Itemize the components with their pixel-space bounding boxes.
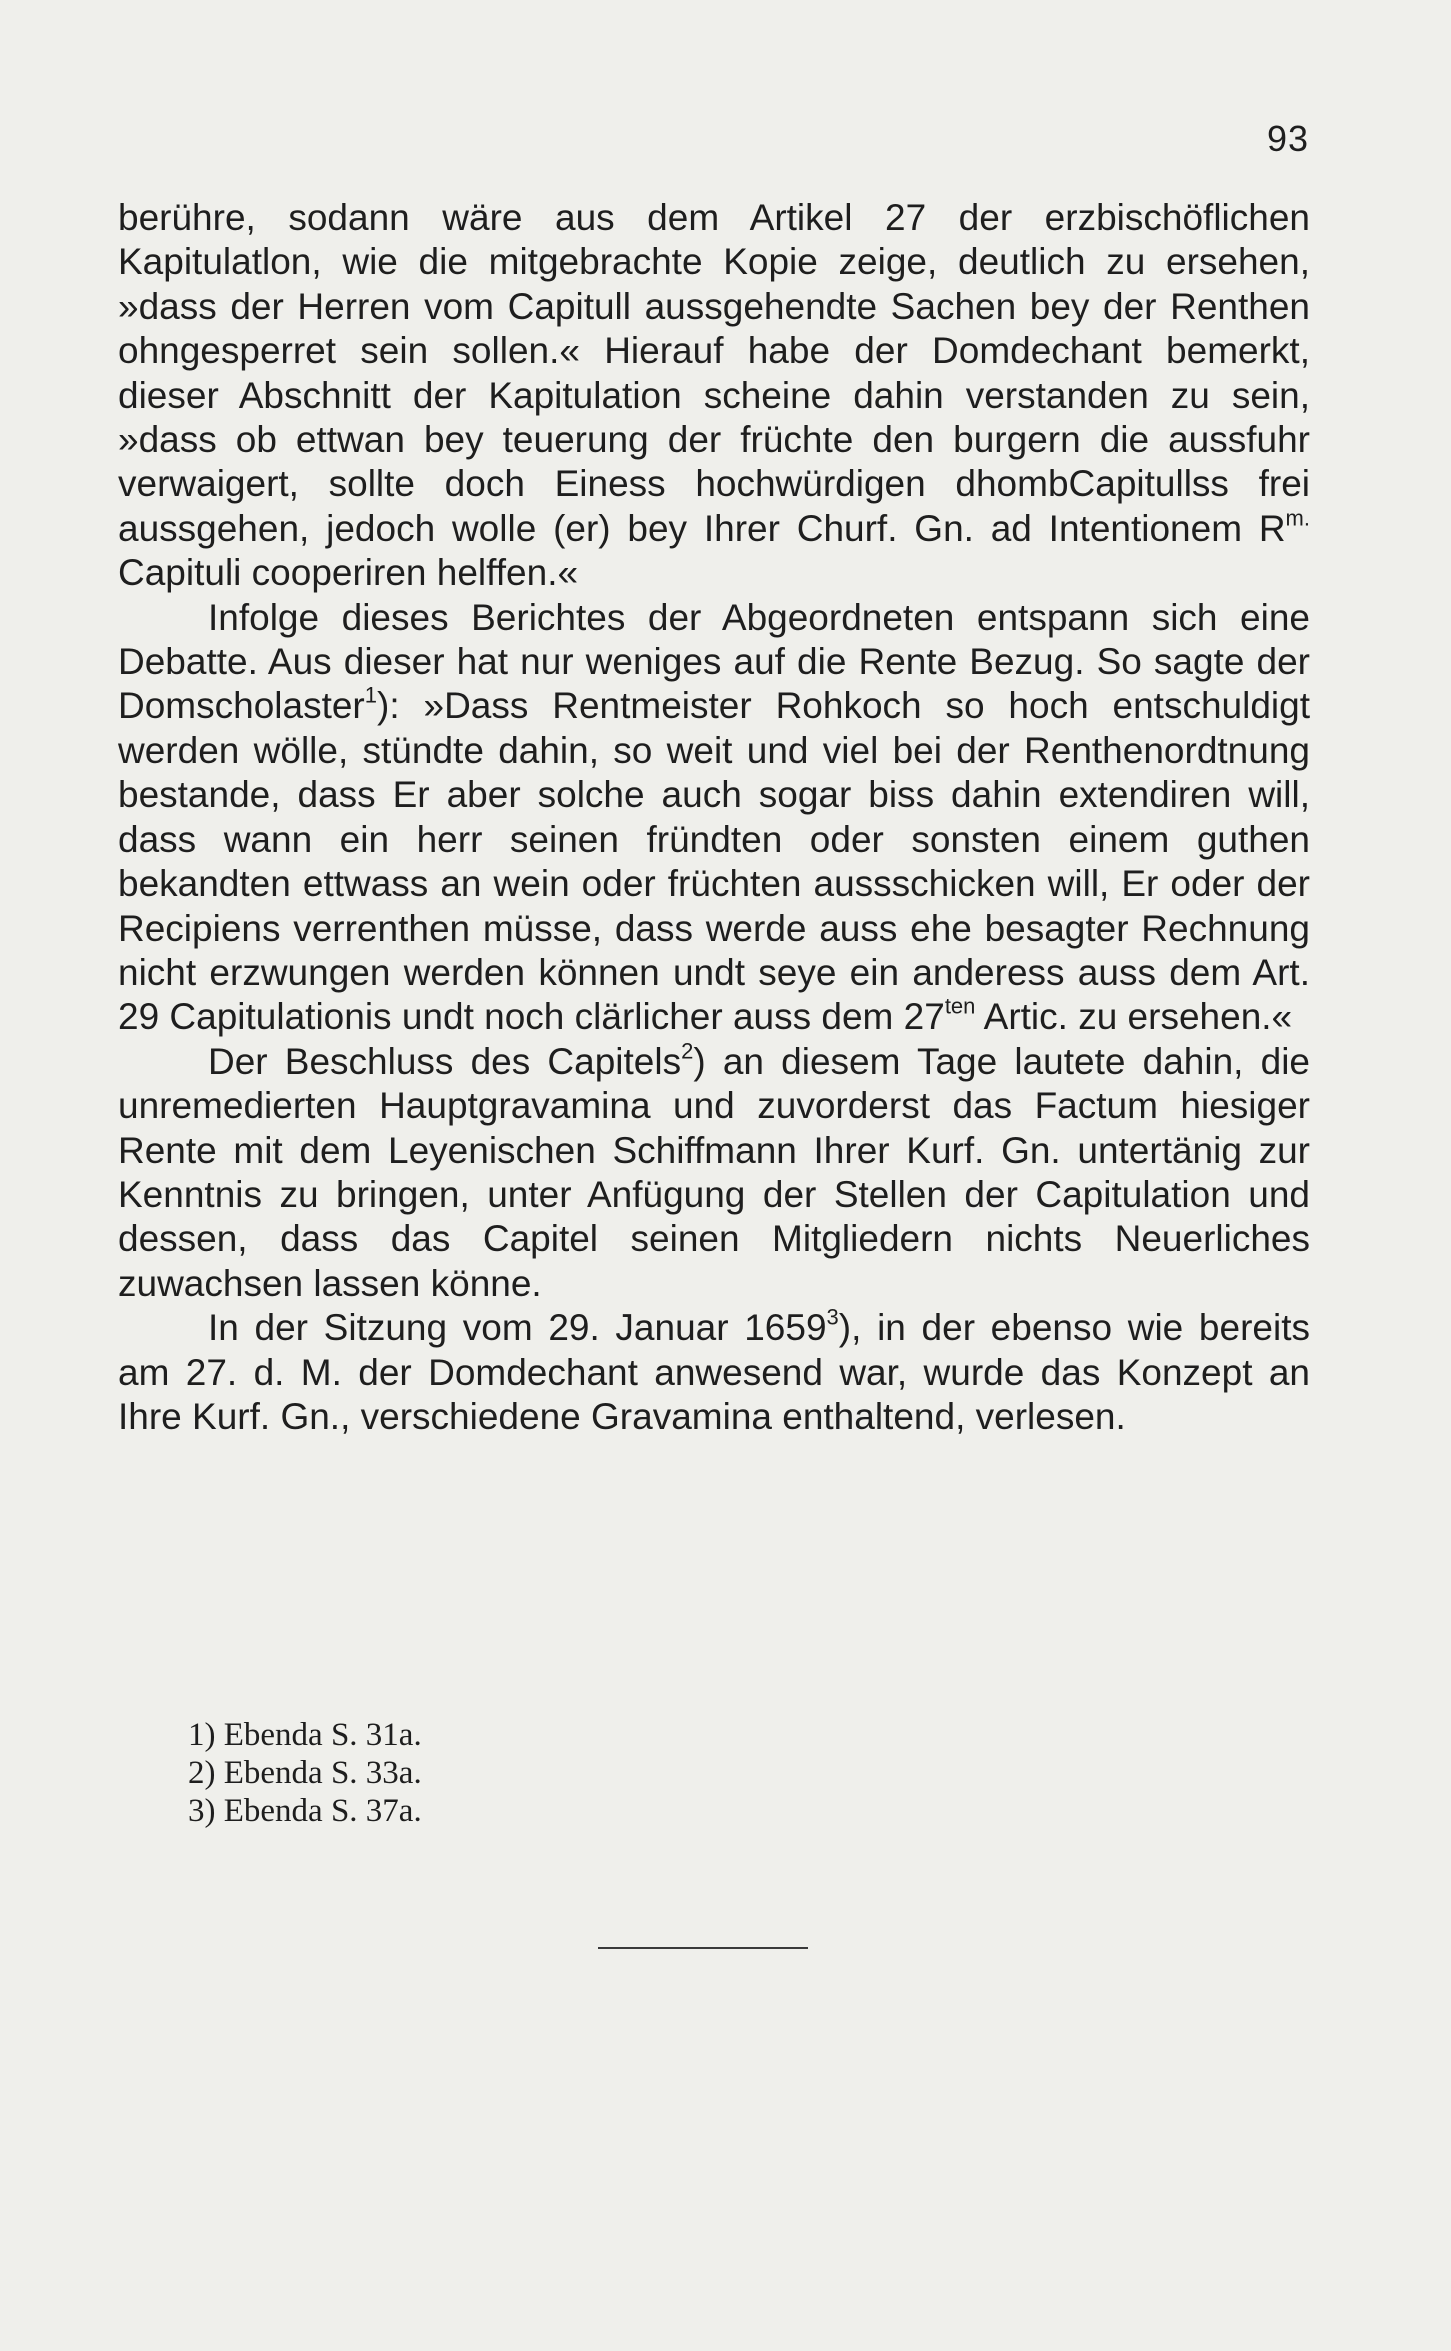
end-rule (598, 1947, 808, 1949)
text-run: ) an diesem Tage lautete dahin, die unremedierten Hauptgravamina und zuvorderst das Factum hiesiger Rente mit dem Leyenischen Schiffmann Ihrer Kurf. Gn. untertänig zur Kenntnis zu bringen, unter Anfügung der Stellen der Capitulation und dessen, dass das Capitel seinen Mitgliedern nichts Neuerliches zuwachsen lassen könne. (118, 1040, 1310, 1304)
footnote-1: 1) Ebenda S. 31a. (188, 1717, 422, 1753)
superscript: ten (944, 993, 976, 1019)
superscript: m. (1285, 505, 1310, 531)
footnote-ref-2: 2 (681, 1038, 694, 1064)
paragraph-1 (118, 196, 1310, 596)
text-run: ): »Dass Rentmeister Rohkoch so hoch entschuldigt werden wölle, stündte dahin, so weit und viel bei der Renthenordtnung bestande, dass Er aber solche auch sogar biss dahin extendiren will, dass wann ein herr seinen fründten oder sonsten einem guthen bekandten ettwass an wein oder früchten aussschicken will, Er oder der Recipiens verrenthen müsse, dass werde auss ehe besagter Rechnung nicht erzwungen werden können undt seye ein anderess auss dem Art. 29 Capitulationis undt noch clärlicher auss dem 27 (118, 685, 1310, 1038)
body-text (118, 196, 1310, 1439)
text-run: In der Sitzung vom 29. Januar 1659 (208, 1307, 827, 1349)
text-run: Der Beschluss des Capitels (208, 1040, 682, 1082)
text-run: Infolge dieses Berichtes der Abgeordneten entspann sich eine Debatte. Aus dieser hat nur weniges auf die Rente Bezug. So sagte der Domscholaster (118, 596, 1310, 727)
footnote-3: 3) Ebenda S. 37a. (188, 1793, 422, 1829)
footnote-ref-3: 3 (826, 1304, 839, 1330)
text-run: Capituli cooperiren helffen.« (118, 552, 579, 594)
text-run: ), in der ebenso wie bereits am 27. d. M. der Domdechant anwesend war, wurde das Konzept an Ihre Kurf. Gn., verschiedene Gravamina enthaltend, verlesen. (118, 1307, 1310, 1437)
footnotes (188, 1716, 422, 1830)
footnote-ref-1: 1 (364, 683, 378, 709)
footnote-2: 2) Ebenda S. 33a. (188, 1755, 422, 1791)
text-run: Artic. zu ersehen.« (975, 996, 1293, 1038)
page-number: 93 (1266, 118, 1309, 159)
paragraph-4 (118, 1306, 1310, 1439)
text-run: berühre, sodann wäre aus dem Artikel 27 der erzbischöflichen Kapitulatlon, wie die mitgebrachte Kopie zeige, deutlich zu ersehen, »dass der Herren vom Capitull aussgehendte Sachen bey der Renthen ohngesperret sein sollen.« Hierauf habe der Domdechant bemerkt, dieser Abschnitt der Kapitulation scheine dahin verstanden zu sein, »dass ob ettwan bey teuerung der früchte den burgern die aussfuhr verwaigert, sollte doch Einess hochwürdigen dhombCapitullss frei aussgehen, jedoch wolle (er) bey Ihrer Churf. Gn. ad Intentionem R (118, 197, 1310, 549)
paragraph-3 (118, 1040, 1310, 1306)
paragraph-2 (118, 596, 1310, 1040)
